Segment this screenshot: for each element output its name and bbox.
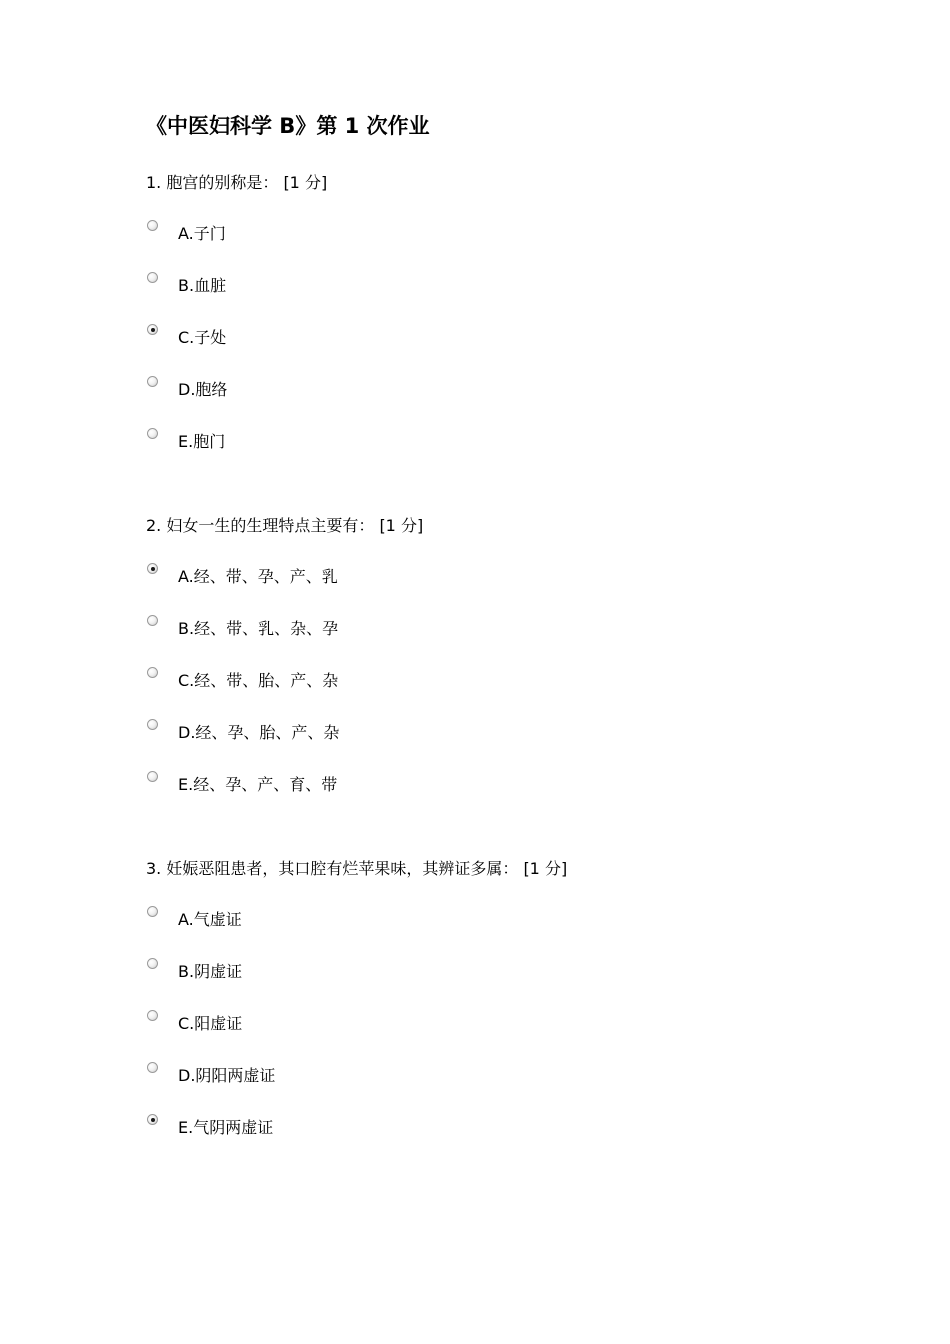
radio-button[interactable] — [147, 324, 158, 335]
option-2-e[interactable] — [146, 774, 846, 796]
option-3-b[interactable] — [146, 961, 846, 983]
option-2-d[interactable] — [146, 722, 846, 744]
radio-button[interactable] — [147, 1062, 158, 1073]
option-label: A.子门 — [178, 224, 226, 243]
question-text: 2. 妇女一生的生理特点主要有： [1 分] — [146, 516, 424, 535]
option-3-a[interactable] — [146, 909, 846, 931]
option-1-b[interactable] — [146, 275, 846, 297]
option-label: D.阴阳两虚证 — [178, 1066, 276, 1085]
question-2 — [146, 515, 846, 796]
radio-button[interactable] — [147, 615, 158, 626]
question-text: 1. 胞宫的别称是： [1 分] — [146, 173, 328, 192]
radio-button[interactable] — [147, 958, 158, 969]
option-label: A.气虚证 — [178, 910, 242, 929]
page-title: 《中医妇科学 B》第 1 次作业 — [146, 114, 430, 138]
radio-button[interactable] — [147, 771, 158, 782]
option-label: C.经、带、胎、产、杂 — [178, 671, 339, 690]
option-label: E.气阴两虚证 — [178, 1118, 274, 1137]
option-label: B.阴虚证 — [178, 962, 243, 981]
option-label: B.血脏 — [178, 276, 227, 295]
option-1-a[interactable] — [146, 223, 846, 245]
option-label: D.经、孕、胎、产、杂 — [178, 723, 340, 742]
option-3-c[interactable] — [146, 1013, 846, 1035]
question-3 — [146, 858, 846, 1139]
radio-button[interactable] — [147, 220, 158, 231]
radio-button[interactable] — [147, 906, 158, 917]
radio-button[interactable] — [147, 272, 158, 283]
option-label: D.胞络 — [178, 380, 228, 399]
radio-button[interactable] — [147, 563, 158, 574]
radio-button[interactable] — [147, 428, 158, 439]
question-text: 3. 妊娠恶阻患者，其口腔有烂苹果味，其辨证多属： [1 分] — [146, 859, 568, 878]
option-label: E.经、孕、产、育、带 — [178, 775, 338, 794]
radio-button[interactable] — [147, 667, 158, 678]
question-1 — [146, 172, 846, 453]
option-1-d[interactable] — [146, 379, 846, 401]
option-label: C.子处 — [178, 328, 227, 347]
option-2-c[interactable] — [146, 670, 846, 692]
option-1-c[interactable] — [146, 327, 846, 349]
radio-button[interactable] — [147, 1010, 158, 1021]
option-2-a[interactable] — [146, 566, 846, 588]
option-label: E.胞门 — [178, 432, 226, 451]
option-label: A.经、带、孕、产、乳 — [178, 567, 338, 586]
option-label: B.经、带、乳、杂、孕 — [178, 619, 339, 638]
option-1-e[interactable] — [146, 431, 846, 453]
radio-button[interactable] — [147, 1114, 158, 1125]
option-3-e[interactable] — [146, 1117, 846, 1139]
option-2-b[interactable] — [146, 618, 846, 640]
radio-button[interactable] — [147, 376, 158, 387]
option-3-d[interactable] — [146, 1065, 846, 1087]
radio-button[interactable] — [147, 719, 158, 730]
option-label: C.阳虚证 — [178, 1014, 243, 1033]
